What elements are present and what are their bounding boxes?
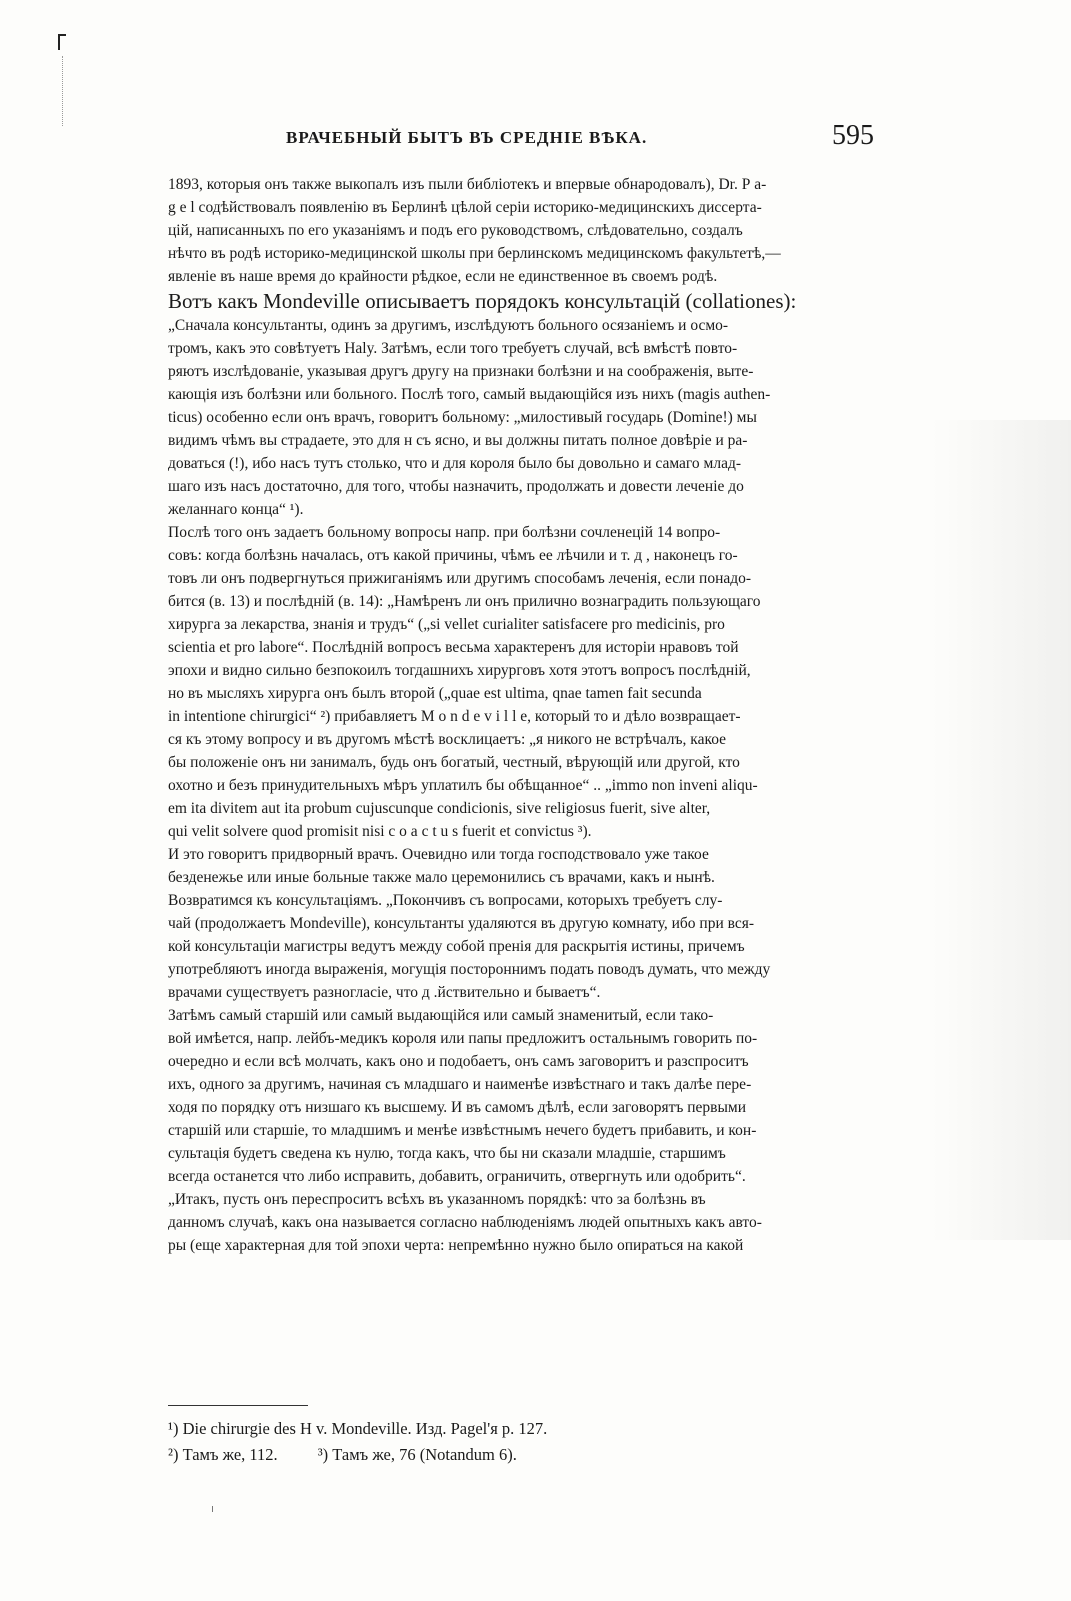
- paragraph-line: ряютъ изслѣдованіе, указывая другъ другу на признаки болѣзни и на соображенія, выте-: [168, 363, 754, 380]
- paragraph-line: товъ ли онъ подвергнуться прижиганіямъ или другимъ способамъ леченія, если понадо-: [168, 570, 752, 587]
- paragraph-line: употребляютъ иногда выраженія, могущія постороннимъ подать поводъ думать, что между: [168, 961, 771, 978]
- paragraph-line: нѣчто въ родѣ историко-медицинской школы при берлинскомъ медицинскомъ факультетѣ,—: [168, 245, 781, 262]
- footnote-1: ¹) Die chirurgie des H v. Mondeville. Изд. Pagel'я р. 127.: [168, 1419, 548, 1438]
- paragraph-line: ихъ, одного за другимъ, начиная съ младшаго и наименѣе извѣстнаго и такъ далѣе пере-: [168, 1076, 752, 1093]
- margin-tick: [212, 1506, 213, 1512]
- paragraph-line: кающія изъ болѣзни или больного. Послѣ того, самый выдающійся изъ нихъ (magis authen-: [168, 386, 771, 403]
- paragraph-line: чай (продолжаетъ Mondeville), консультанты удаляются въ другую комнату, ибо при вся-: [168, 915, 755, 932]
- corner-mark: [58, 34, 60, 50]
- page-header: [160, 120, 874, 154]
- paragraph-line: безденежье или иные больные также мало церемонились съ врачами, какъ и нынѣ.: [168, 869, 715, 886]
- paragraph-line: очередно и если всѣ молчать, какъ оно и подобаетъ, онъ самъ заговоритъ и разспроситъ: [168, 1053, 749, 1070]
- page-shadow: [931, 420, 1071, 1240]
- paragraph-line: „Итакъ, пусть онъ переспроситъ всѣхъ въ указанномъ порядкѣ: что за болѣзнь въ: [168, 1191, 706, 1208]
- running-head: ВРАЧЕБНЫЙ БЫТЪ ВЪ СРЕДНІЕ ВѢКА.: [286, 128, 648, 147]
- paragraph-line: scientia et pro labore“. Послѣдній вопросъ весьма характеренъ для исторіи нравовъ той: [168, 639, 739, 656]
- paragraph-line: ры (еще характерная для той эпохи черта: непремѣнно нужно было опираться на какой: [168, 1237, 744, 1254]
- paragraph-line: эпохи и видно сильно безпокоилъ тогдашнихъ хирурговъ хотя этотъ вопросъ послѣдній,: [168, 662, 751, 679]
- paragraph-line: ticus) особенно если онъ врачъ, говоритъ больному: „милостивый государь (Domine!) мы: [168, 409, 757, 426]
- paragraph-line: старшій или старшіе, то младшимъ и менѣе извѣстнымъ нечего будетъ прибавить, и кон-: [168, 1122, 757, 1139]
- page-number: 595: [832, 120, 874, 151]
- paragraph-line: ся къ этому вопросу и въ другомъ мѣстѣ восклицаетъ: „я никого не встрѣчалъ, какое: [168, 731, 727, 748]
- paragraph-line: всегда останется что либо исправить, добавить, ограничить, отвергнуть или одобрить“.: [168, 1168, 746, 1185]
- paragraph-line: шаго изъ насъ достаточно, для того, чтобы назначить, продолжать и довести леченіе до: [168, 478, 744, 495]
- paragraph-line: Вотъ какъ Mondeville описываетъ порядокъ консультацій (collationes):: [168, 289, 797, 313]
- paragraph-line: 1893, которыя онъ также выкопалъ изъ пыли библіотекъ и впервые обнародовалъ), Dr. Р а-: [168, 176, 767, 193]
- paragraph-line: вой имѣется, напр. лейбъ-медикъ короля или папы предложитъ остальнымъ говорить по-: [168, 1030, 758, 1047]
- footnote-divider: [168, 1405, 308, 1406]
- body-text: [168, 173, 868, 1257]
- paragraph-line: охотно и безъ принудительныхъ мѣръ уплатилъ бы обѣщанное“ .. „immo non inveni aliqu-: [168, 777, 758, 794]
- footnotes: [168, 1416, 868, 1468]
- paragraph-line: g e l содѣйствовалъ появленію въ Берлинѣ цѣлой серіи историко-медицинскихъ диссерта-: [168, 199, 762, 216]
- footnote-3: ³) Тамъ же, 76 (Notandum 6).: [317, 1445, 517, 1464]
- paragraph-line: цій, написанныхъ по его указаніямъ и подъ его руководствомъ, слѣдовательно, создалъ: [168, 222, 743, 239]
- paragraph-line: бы положеніе онъ ни занималъ, будь онъ богатый, честный, вѣрующій или другой, кто: [168, 754, 740, 771]
- paragraph-line: врачами существуетъ разногласіе, что д .йствительно и бываетъ“.: [168, 984, 601, 1001]
- paragraph-line: данномъ случаѣ, какъ она называется согласно наблюденіямъ людей опытныхъ какъ авто-: [168, 1214, 762, 1231]
- paragraph-line: желаннаго конца“ ¹).: [168, 501, 304, 518]
- paragraph-line: in intentione chirurgici“ ²) прибавляетъ M o n d e v i l l e, который то и дѣло возвращает-: [168, 708, 741, 725]
- paragraph-line: И это говоритъ придворный врачъ. Очевидно или тогда господствовало уже такое: [168, 846, 709, 863]
- paragraph-line: Затѣмъ самый старшій или самый выдающійся или самый знаменитый, если тако-: [168, 1007, 714, 1024]
- paragraph-line: видимъ чѣмъ вы страдаете, это для н съ ясно, и вы должны питать полное довѣріе и ра-: [168, 432, 748, 449]
- paragraph-line: Послѣ того онъ задаетъ больному вопросы напр. при болѣзни сочленецій 14 вопро-: [168, 524, 721, 541]
- paragraph-line: „Сначала консультанты, одинъ за другимъ, изслѣдуютъ больного осязаніемъ и осмо-: [168, 317, 729, 334]
- paragraph-line: совъ: когда болѣзнь началась, отъ какой причины, чѣмъ ее лѣчили и т. д , наконецъ го-: [168, 547, 738, 564]
- paragraph-line: em ita divitem aut ita probum cujuscunque condicionis, sive religiosus fuerit, sive alter,: [168, 800, 711, 817]
- paragraph-line: явленіе въ наше время до крайности рѣдкое, если не единственное въ своемъ родѣ.: [168, 268, 718, 285]
- paragraph-line: тромъ, какъ это совѣтуетъ Haly. Затѣмъ, если того требуетъ случай, всѣ вмѣстѣ повто-: [168, 340, 738, 357]
- paragraph-line: кой консультаціи магистры ведутъ между собой пренія для раскрытія истины, причемъ: [168, 938, 745, 955]
- paragraph-line: бится (в. 13) и послѣдній (в. 14): „Намѣренъ ли онъ прилично вознаградить пользующаго: [168, 593, 761, 610]
- paragraph-line: qui velit solvere quod promisit nisi c o a c t u s fuerit et convictus ³).: [168, 823, 592, 840]
- paragraph-line: доваться (!), ибо насъ тутъ столько, что и для короля было бы довольно и самаго млад-: [168, 455, 742, 472]
- paragraph-line: ходя по порядку отъ низшаго къ высшему. И въ самомъ дѣлѣ, если заговорятъ первыми: [168, 1099, 747, 1116]
- paragraph-line: но въ мысляхъ хирурга онъ былъ второй („quae est ultima, qnae tamen fait secunda: [168, 685, 702, 702]
- footnote-2: ²) Тамъ же, 112.: [168, 1445, 278, 1464]
- paragraph-line: хирурга за лекарства, знанія и трудъ“ („si vellet curialiter satisfacere pro medicinis, pro: [168, 616, 725, 633]
- paragraph-line: сультація будетъ сведена къ нулю, тогда какъ, что бы ни сказали младшіе, старшимъ: [168, 1145, 726, 1162]
- paragraph-line: Возвратимся къ консультаціямъ. „Покончивъ съ вопросами, которыхъ требуетъ слу-: [168, 892, 723, 909]
